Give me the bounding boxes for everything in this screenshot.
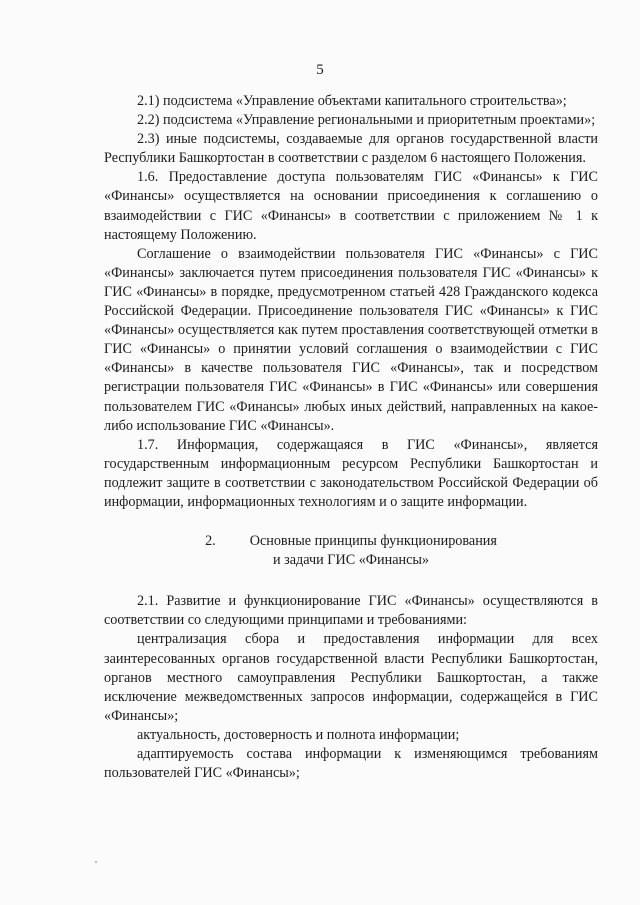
paragraph-2-1: 2.1. Развитие и функционирование ГИС «Финансы» осуществляются в соответствии со следующими принципами и требованиями: [104,593,598,629]
paragraph-subsystem-2-2: 2.2) подсистема «Управление региональными и приоритетным проектами»; [137,112,596,129]
paragraph-subsystem-2-1: 2.1) подсистема «Управление объектами капитального строительства»; [137,93,567,109]
scan-speck [95,861,97,863]
paragraph-relevance: актуальность, достоверность и полнота информации; [137,726,460,743]
paragraph-centralization: централизация сбора и предоставления информации для всех заинтересованных органов государственной власти Республики Башкортостан, органов местного самоуправления Республики Башкортостан, а также исключение межведомственных запросов информации, содержащейся в ГИС «Финансы»; [104,631,598,724]
section-title-line2: и задачи ГИС «Финансы» [272,552,430,569]
paragraph-adaptability: адаптируемость состава информации к изменяющимся требованиям пользователей ГИС «Финансы»; [104,746,598,782]
paragraph-1-7: 1.7. Информация, содержащаяся в ГИС «Финансы», является государственным информационным ресурсом Республики Башкортостан и подлежит защите в соответствии с законодательством Российской Федерации об информации, информационных технологиям и о защите информации. [104,436,598,510]
section-number: 2. [205,533,216,550]
page-number: 5 [316,62,324,78]
paragraph-subsystem-2-3: 2.3) иные подсистемы, создаваемые для органов государственной власти Республики Башкортостан в соответствии с разделом 6 настоящего Положения. [104,131,598,167]
paragraph-1-6: 1.6. Предоставление доступа пользователям ГИС «Финансы» к ГИС «Финансы» осуществляется на основании присоединения к соглашению о взаимодействии с ГИС «Финансы» в соответствии с приложением № 1 к настоящему Положению. [104,169,598,243]
section-heading [104,532,598,570]
document-body [104,92,598,783]
section-title-line1: Основные принципы функционирования [249,533,497,550]
paragraph-agreement: Соглашение о взаимодействии пользователя ГИС «Финансы» с ГИС «Финансы» заключается путем присоединения пользователя ГИС «Финансы» к ГИС «Финансы» в порядке, предусмотренном статьей 428 Гражданского кодекса Российской Федерации. Присоединение пользователя ГИС «Финансы» к ГИС «Финансы» осуществляется как путем проставления соответствующей отметки в ГИС «Финансы» о принятии условий соглашения о взаимодействии с ГИС «Финансы» в качестве пользователя ГИС «Финансы», так и посредством регистрации пользователя ГИС «Финансы» в ГИС «Финансы» или совершения пользователем ГИС «Финансы» любых иных действий, направленных на какое-либо использование ГИС «Финансы». [104,245,598,434]
